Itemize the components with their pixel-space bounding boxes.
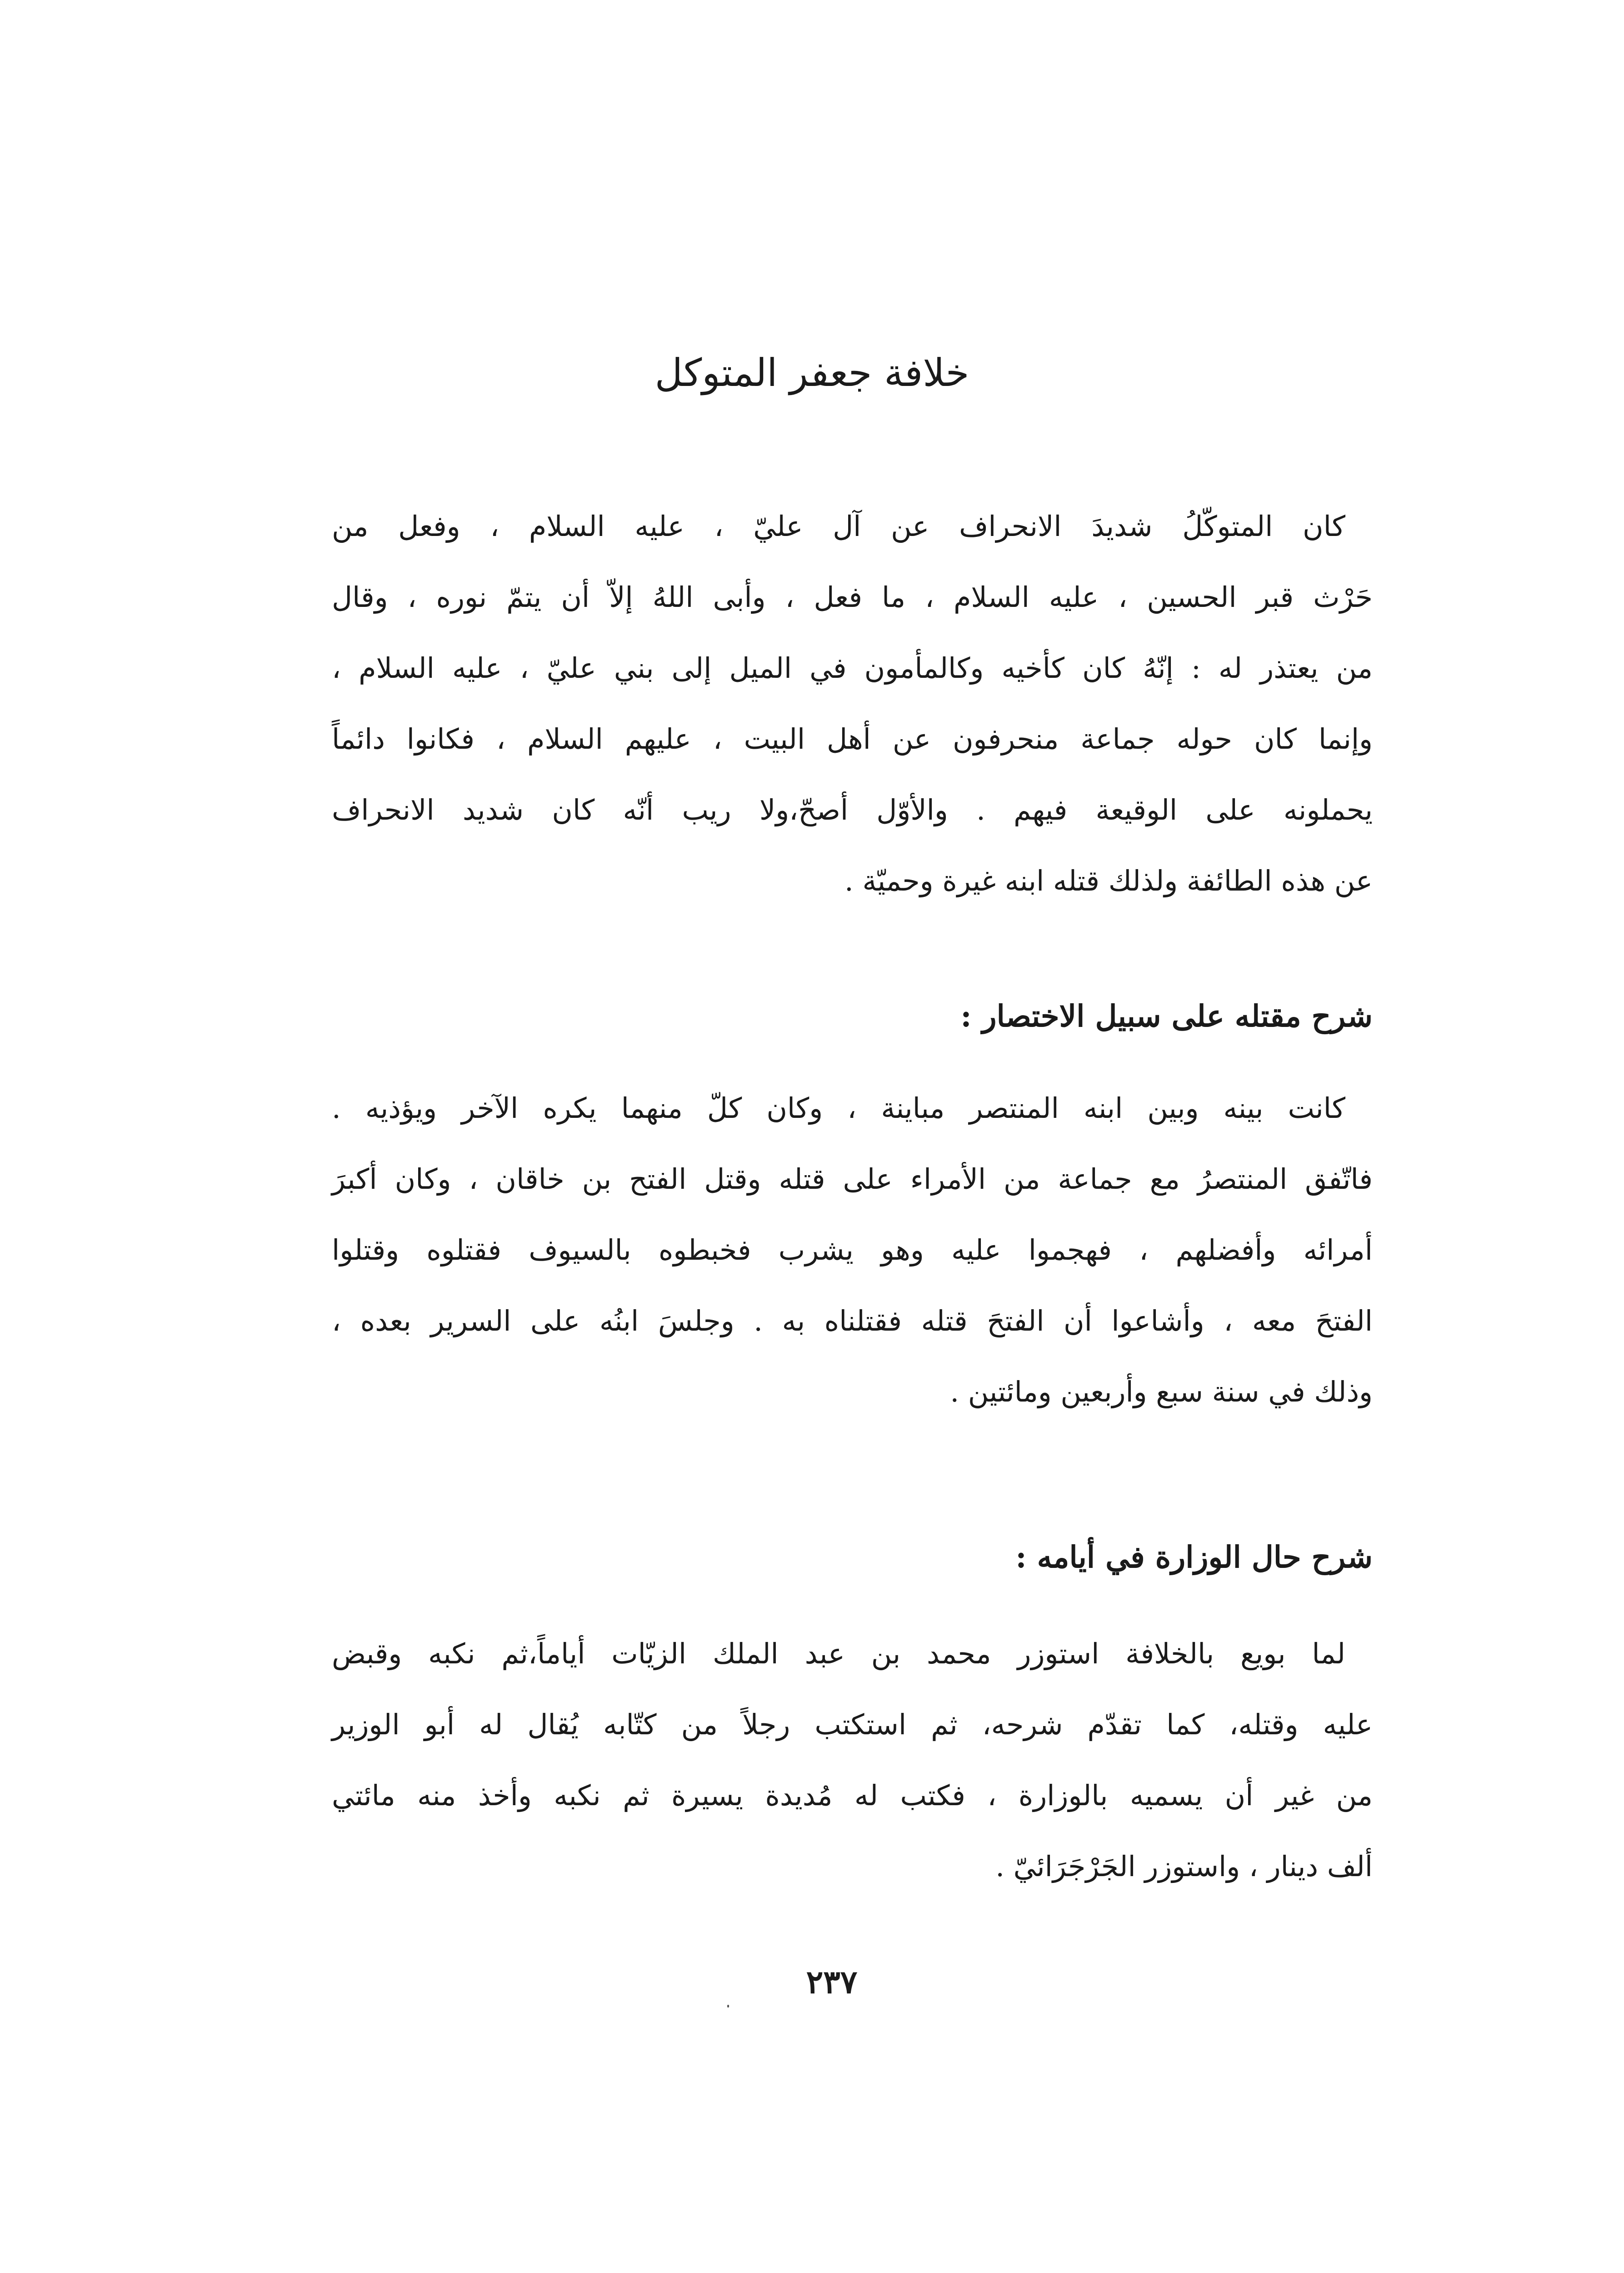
section-heading-death: شرح مقتله على سبيل الاختصار : xyxy=(960,998,1373,1034)
text-line: عليه وقتله، كما تقدّم شرحه، ثم استكتب رجلاً من كتّابه يُقال له أبو الوزير xyxy=(332,1708,1373,1741)
paragraph-vizierate xyxy=(332,1618,1373,1902)
text-line: عن هذه الطائفة ولذلك قتله ابنه غيرة وحميّة . xyxy=(844,864,1373,897)
scan-speck xyxy=(727,2005,729,2008)
page-title: خلافة جعفر المتوكل xyxy=(655,350,969,395)
text-line: حَرْث قبر الحسين ، عليه السلام ، ما فعل ، وأبى اللهُ إلاّ أن يتمّ نوره ، وقال xyxy=(332,581,1373,614)
text-line: كانت بينه وبين ابنه المنتصر مباينة ، وكان كلّ منهما يكره الآخر ويؤذيه . xyxy=(332,1091,1345,1125)
paragraph-intro xyxy=(332,491,1373,916)
text-line: من غير أن يسميه بالوزارة ، فكتب له مُديدة يسيرة ثم نكبه وأخذ منه مائتي xyxy=(332,1779,1373,1812)
text-line: يحملونه على الوقيعة فيهم . والأوّل أصحّ،ولا ريب أنّه كان شديد الانحراف xyxy=(332,793,1373,826)
text-line: كان المتوكّلُ شديدَ الانحراف عن آل عليّ ، عليه السلام ، وفعل من xyxy=(332,510,1345,543)
text-line: لما بويع بالخلافة استوزر محمد بن عبد الملك الزيّات أياماً،ثم نكبه وقبض xyxy=(332,1637,1345,1670)
text-line: أمرائه وأفضلهم ، فهجموا عليه وهو يشرب فخبطوه بالسيوف فقتلوه وقتلوا xyxy=(332,1233,1373,1267)
page-number: ٢٣٧ xyxy=(806,1963,858,2001)
text-line: فاتّفق المنتصرُ مع جماعة من الأمراء على قتله وقتل الفتح بن خاقان ، وكان أكبرَ xyxy=(332,1162,1373,1196)
text-line: وإنما كان حوله جماعة منحرفون عن أهل البيت ، عليهم السلام ، فكانوا دائماً xyxy=(332,722,1373,756)
text-line: من يعتذر له : إنّهُ كان كأخيه وكالمأمون في الميل إلى بني عليّ ، عليه السلام ، xyxy=(332,651,1373,685)
paragraph-death xyxy=(332,1073,1373,1427)
text-line: ألف دينار ، واستوزر الجَرْجَرَائيّ . xyxy=(995,1850,1373,1883)
text-line: وذلك في سنة سبع وأربعين ومائتين . xyxy=(950,1375,1373,1408)
text-line: الفتحَ معه ، وأشاعوا أن الفتحَ قتله فقتلناه به . وجلسَ ابنُه على السرير بعده ، xyxy=(332,1304,1373,1337)
section-heading-vizierate: شرح حال الوزارة في أيامه : xyxy=(1015,1539,1373,1575)
